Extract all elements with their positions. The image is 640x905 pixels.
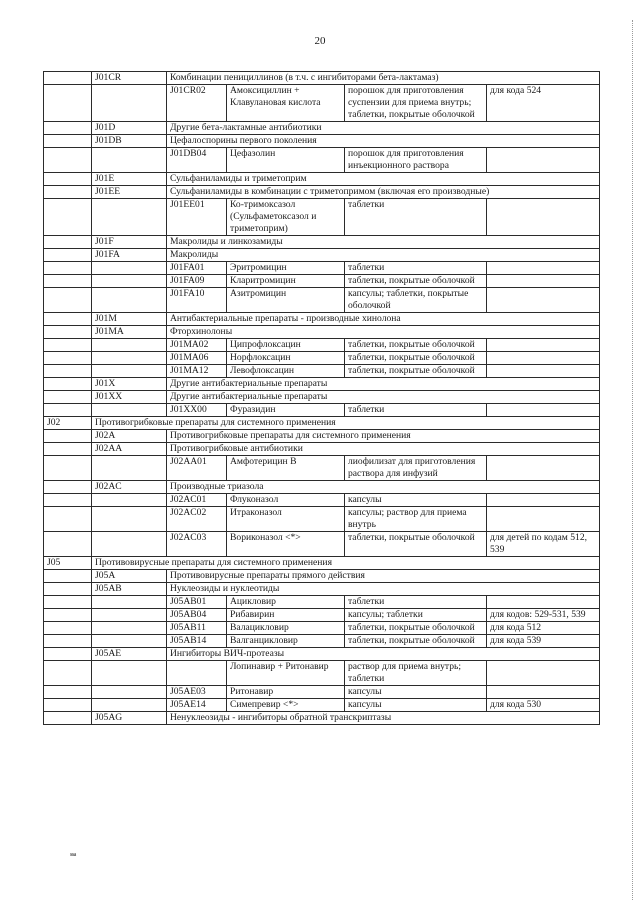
table-row: [44, 532, 600, 557]
drug-name: Эритромицин: [227, 262, 345, 275]
usage-note: для кода 512: [487, 622, 600, 635]
drug-code: J02AC01: [167, 494, 227, 507]
group-title: Другие антибактериальные препараты: [167, 391, 600, 404]
drug-name: Симепревир <*>: [227, 699, 345, 712]
usage-note: для кода 524: [487, 85, 600, 122]
table-row: [44, 481, 600, 494]
usage-note: для кодов: 529-531, 539: [487, 609, 600, 622]
drug-name: Кларитромицин: [227, 275, 345, 288]
group-title: Противогрибковые препараты для системного применения: [167, 430, 600, 443]
section-spacer: [44, 365, 92, 378]
drug-name: Валацикловир: [227, 622, 345, 635]
table-row: [44, 596, 600, 609]
group-title: Производные триазола: [167, 481, 600, 494]
drug-name: Цефазолин: [227, 148, 345, 173]
drug-code: J01EE01: [167, 199, 227, 236]
group-title: Фторхинолоны: [167, 326, 600, 339]
table-row: [44, 699, 600, 712]
drug-name: Фуразидин: [227, 404, 345, 417]
table-row: [44, 275, 600, 288]
group-spacer: [92, 596, 167, 609]
table-row: [44, 288, 600, 313]
table-row: [44, 570, 600, 583]
section-title: Противогрибковые препараты для системного применения: [92, 417, 600, 430]
usage-note: [487, 275, 600, 288]
group-code: J01M: [92, 313, 167, 326]
dosage-form: таблетки, покрытые оболочкой: [345, 339, 487, 352]
dosage-form: порошок для приготовления инъекционного раствора: [345, 148, 487, 173]
usage-note: [487, 456, 600, 481]
table-row: [44, 391, 600, 404]
group-title: Другие антибактериальные препараты: [167, 378, 600, 391]
table-row: [44, 712, 600, 725]
group-code: J05AB: [92, 583, 167, 596]
table-row: [44, 173, 600, 186]
group-code: J01MA: [92, 326, 167, 339]
drug-code: J02AC02: [167, 507, 227, 532]
dosage-form: таблетки, покрытые оболочкой: [345, 365, 487, 378]
section-title: Противовирусные препараты для системного применения: [92, 557, 600, 570]
drug-code: J02AC03: [167, 532, 227, 557]
group-spacer: [92, 365, 167, 378]
section-spacer: [44, 699, 92, 712]
group-spacer: [92, 262, 167, 275]
section-spacer: [44, 148, 92, 173]
group-code: J01CR: [92, 72, 167, 85]
drug-code: J05AE03: [167, 686, 227, 699]
drug-code: J05AB01: [167, 596, 227, 609]
drug-code: J01MA06: [167, 352, 227, 365]
drug-code: J01DB04: [167, 148, 227, 173]
table-row: [44, 313, 600, 326]
drug-code: J05AB14: [167, 635, 227, 648]
section-spacer: [44, 378, 92, 391]
drug-name: Норфлоксацин: [227, 352, 345, 365]
table-row: [44, 661, 600, 686]
table-row: [44, 430, 600, 443]
group-code: J01DB: [92, 135, 167, 148]
section-spacer: [44, 173, 92, 186]
dosage-form: таблетки, покрытые оболочкой: [345, 532, 487, 557]
section-spacer: [44, 570, 92, 583]
group-title: Антибактериальные препараты - производные хинолона: [167, 313, 600, 326]
drug-name: Ципрофлоксацин: [227, 339, 345, 352]
usage-note: [487, 339, 600, 352]
drug-name: Ацикловир: [227, 596, 345, 609]
section-spacer: [44, 275, 92, 288]
section-spacer: [44, 686, 92, 699]
dosage-form: таблетки, покрытые оболочкой: [345, 622, 487, 635]
section-spacer: [44, 313, 92, 326]
group-spacer: [92, 686, 167, 699]
group-spacer: [92, 622, 167, 635]
usage-note: [487, 596, 600, 609]
dosage-form: таблетки, покрытые оболочкой: [345, 275, 487, 288]
dosage-form: капсулы; раствор для приема внутрь: [345, 507, 487, 532]
section-spacer: [44, 236, 92, 249]
drug-name: Левофлоксацин: [227, 365, 345, 378]
table-row: [44, 378, 600, 391]
drug-name: Амфотерицин В: [227, 456, 345, 481]
drug-name: Ритонавир: [227, 686, 345, 699]
usage-note: [487, 507, 600, 532]
group-code: J05AE: [92, 648, 167, 661]
usage-note: [487, 661, 600, 686]
group-code: J01F: [92, 236, 167, 249]
section-code: J05: [44, 557, 92, 570]
table-body: [44, 72, 600, 725]
table-row: [44, 236, 600, 249]
table-row: [44, 326, 600, 339]
section-spacer: [44, 430, 92, 443]
group-title: Макролиды и линкозамиды: [167, 236, 600, 249]
group-spacer: [92, 148, 167, 173]
dosage-form: таблетки: [345, 596, 487, 609]
drug-code: J01FA09: [167, 275, 227, 288]
section-spacer: [44, 635, 92, 648]
usage-note: [487, 686, 600, 699]
section-spacer: [44, 391, 92, 404]
section-spacer: [44, 85, 92, 122]
group-spacer: [92, 456, 167, 481]
group-title: Ингибиторы ВИЧ-протеазы: [167, 648, 600, 661]
table-row: [44, 339, 600, 352]
table-row: [44, 122, 600, 135]
dosage-form: лиофилизат для приготовления раствора для инфузий: [345, 456, 487, 481]
drug-code: J01FA10: [167, 288, 227, 313]
drug-code: J01XX00: [167, 404, 227, 417]
usage-note: для кода 530: [487, 699, 600, 712]
section-spacer: [44, 609, 92, 622]
section-spacer: [44, 583, 92, 596]
dosage-form: таблетки, покрытые оболочкой: [345, 635, 487, 648]
group-spacer: [92, 635, 167, 648]
dosage-form: таблетки: [345, 199, 487, 236]
table-row: [44, 686, 600, 699]
scan-edge-line: [632, 20, 634, 900]
group-code: J05AG: [92, 712, 167, 725]
dosage-form: таблетки, покрытые оболочкой: [345, 352, 487, 365]
footer-mark: ssa: [70, 852, 76, 858]
drug-name: Итраконазол: [227, 507, 345, 532]
section-spacer: [44, 339, 92, 352]
section-spacer: [44, 72, 92, 85]
drug-name: Ко-тримоксазол (Сульфаметоксазол и триметоприм): [227, 199, 345, 236]
group-code: J01FA: [92, 249, 167, 262]
section-spacer: [44, 712, 92, 725]
section-spacer: [44, 326, 92, 339]
section-spacer: [44, 352, 92, 365]
table-row: [44, 494, 600, 507]
table-row: [44, 443, 600, 456]
group-spacer: [92, 339, 167, 352]
table-row: [44, 404, 600, 417]
table-row: [44, 557, 600, 570]
section-code: J02: [44, 417, 92, 430]
section-spacer: [44, 404, 92, 417]
drug-name: Азитромицин: [227, 288, 345, 313]
group-spacer: [92, 609, 167, 622]
group-spacer: [92, 199, 167, 236]
drug-code: J05AB04: [167, 609, 227, 622]
table-row: [44, 609, 600, 622]
group-spacer: [92, 352, 167, 365]
section-spacer: [44, 596, 92, 609]
usage-note: [487, 404, 600, 417]
drug-code: [167, 661, 227, 686]
group-code: J01D: [92, 122, 167, 135]
section-spacer: [44, 661, 92, 686]
drug-code: J01MA02: [167, 339, 227, 352]
group-code: J02AA: [92, 443, 167, 456]
table-row: [44, 622, 600, 635]
table-row: [44, 249, 600, 262]
drug-name: Валганцикловир: [227, 635, 345, 648]
usage-note: [487, 199, 600, 236]
group-spacer: [92, 85, 167, 122]
page-number: 20: [314, 35, 326, 47]
usage-note: [487, 262, 600, 275]
group-code: J01XX: [92, 391, 167, 404]
table-row: [44, 583, 600, 596]
table-row: [44, 507, 600, 532]
group-code: J01E: [92, 173, 167, 186]
drug-code: J05AB11: [167, 622, 227, 635]
section-spacer: [44, 507, 92, 532]
section-spacer: [44, 622, 92, 635]
drug-code: J02AA01: [167, 456, 227, 481]
dosage-form: раствор для приема внутрь; таблетки: [345, 661, 487, 686]
group-title: Другие бета-лактамные антибиотики: [167, 122, 600, 135]
table-row: [44, 262, 600, 275]
group-title: Нуклеозиды и нуклеотиды: [167, 583, 600, 596]
group-spacer: [92, 288, 167, 313]
group-title: Ненуклеозиды - ингибиторы обратной транскриптазы: [167, 712, 600, 725]
drug-name: Лопинавир + Ритонавир: [227, 661, 345, 686]
group-spacer: [92, 507, 167, 532]
section-spacer: [44, 262, 92, 275]
table-row: [44, 199, 600, 236]
group-code: J05A: [92, 570, 167, 583]
section-spacer: [44, 443, 92, 456]
table-row: [44, 135, 600, 148]
section-spacer: [44, 481, 92, 494]
group-title: Цефалоспорины первого поколения: [167, 135, 600, 148]
section-spacer: [44, 288, 92, 313]
table-row: [44, 456, 600, 481]
dosage-form: капсулы; таблетки, покрытые оболочкой: [345, 288, 487, 313]
group-title: Сульфаниламиды в комбинации с триметопримом (включая его производные): [167, 186, 600, 199]
group-code: J01EE: [92, 186, 167, 199]
group-code: J02AC: [92, 481, 167, 494]
table-row: [44, 365, 600, 378]
table-row: [44, 186, 600, 199]
section-spacer: [44, 532, 92, 557]
drug-name: Рибавирин: [227, 609, 345, 622]
group-title: Макролиды: [167, 249, 600, 262]
dosage-form: капсулы: [345, 699, 487, 712]
section-spacer: [44, 648, 92, 661]
dosage-form: капсулы; таблетки: [345, 609, 487, 622]
group-spacer: [92, 494, 167, 507]
table-row: [44, 72, 600, 85]
group-code: J01X: [92, 378, 167, 391]
section-spacer: [44, 199, 92, 236]
usage-note: [487, 365, 600, 378]
group-spacer: [92, 404, 167, 417]
dosage-form: порошок для приготовления суспензии для приема внутрь; таблетки, покрытые оболочкой: [345, 85, 487, 122]
dosage-form: таблетки: [345, 262, 487, 275]
group-spacer: [92, 275, 167, 288]
drug-code: J01CR02: [167, 85, 227, 122]
drug-code: J05AE14: [167, 699, 227, 712]
group-title: Комбинации пенициллинов (в т.ч. с ингибиторами бета-лактамаз): [167, 72, 600, 85]
drug-name: Флуконазол: [227, 494, 345, 507]
group-spacer: [92, 532, 167, 557]
table-row: [44, 148, 600, 173]
group-title: Противогрибковые антибиотики: [167, 443, 600, 456]
usage-note: [487, 494, 600, 507]
section-spacer: [44, 135, 92, 148]
usage-note: для детей по кодам 512, 539: [487, 532, 600, 557]
group-title: Противовирусные препараты прямого действия: [167, 570, 600, 583]
table-row: [44, 352, 600, 365]
usage-note: для кода 539: [487, 635, 600, 648]
usage-note: [487, 352, 600, 365]
section-spacer: [44, 122, 92, 135]
usage-note: [487, 288, 600, 313]
table-row: [44, 85, 600, 122]
group-title: Сульфаниламиды и триметоприм: [167, 173, 600, 186]
drug-code: J01MA12: [167, 365, 227, 378]
section-spacer: [44, 186, 92, 199]
dosage-form: таблетки: [345, 404, 487, 417]
drug-classification-table: [43, 71, 600, 725]
group-spacer: [92, 699, 167, 712]
section-spacer: [44, 494, 92, 507]
section-spacer: [44, 249, 92, 262]
dosage-form: капсулы: [345, 686, 487, 699]
section-spacer: [44, 456, 92, 481]
usage-note: [487, 148, 600, 173]
dosage-form: капсулы: [345, 494, 487, 507]
table-row: [44, 417, 600, 430]
drug-code: J01FA01: [167, 262, 227, 275]
table-row: [44, 648, 600, 661]
drug-name: Амоксициллин + Клавулановая кислота: [227, 85, 345, 122]
drug-name: Вориконазол <*>: [227, 532, 345, 557]
table-row: [44, 635, 600, 648]
group-spacer: [92, 661, 167, 686]
group-code: J02A: [92, 430, 167, 443]
